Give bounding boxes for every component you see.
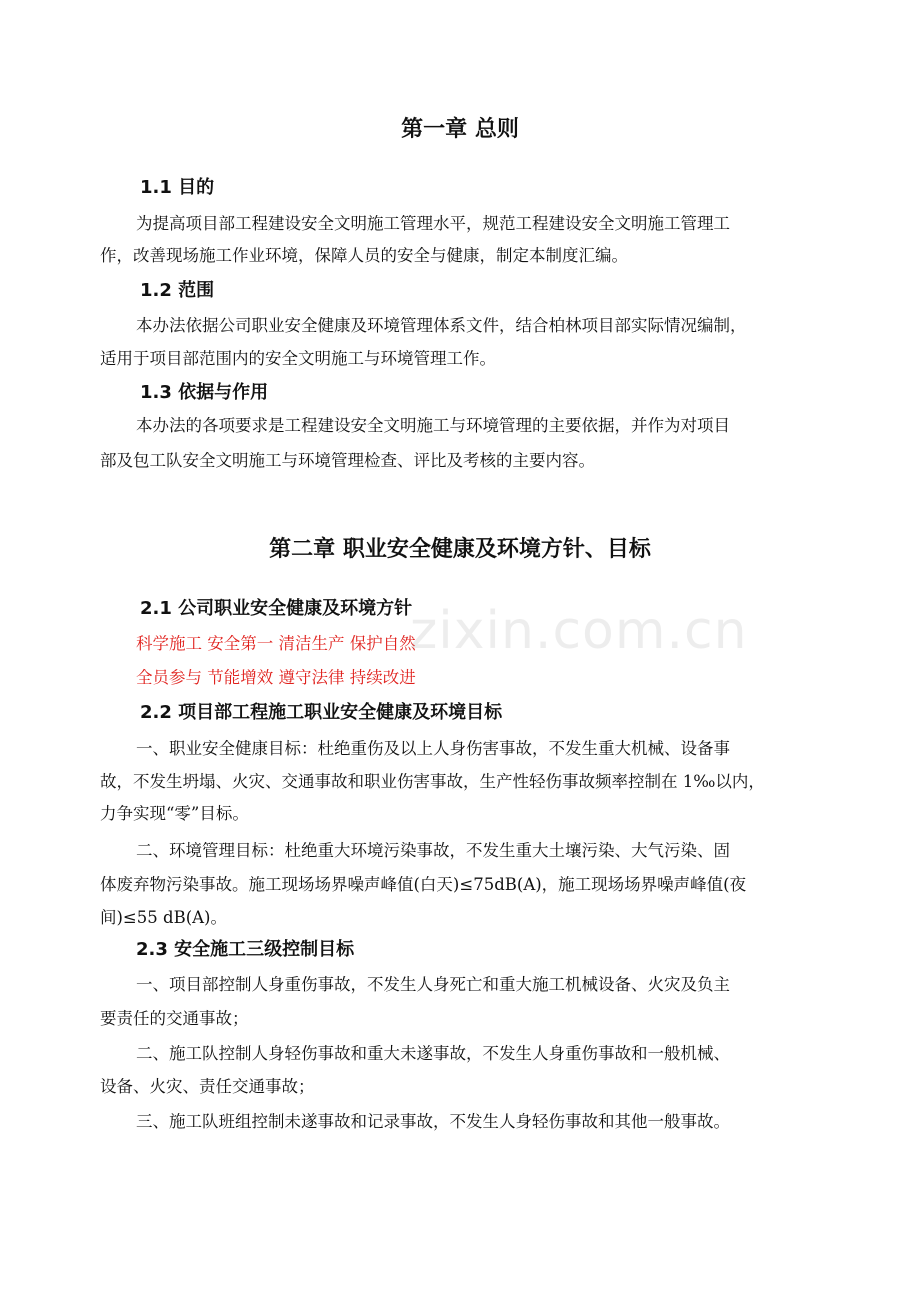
paragraph-line: 设备、火灾、责任交通事故； bbox=[100, 1077, 315, 1096]
watermark: zixin.com.cn bbox=[410, 601, 748, 661]
paragraph-line: 一、项目部控制人身重伤事故，不发生人身死亡和重大施工机械设备、火灾及负主 bbox=[136, 975, 730, 994]
paragraph-line: 二、施工队控制人身轻伤事故和重大未遂事故，不发生人身重伤事故和一般机械、 bbox=[136, 1044, 730, 1063]
paragraph-line: 适用于项目部范围内的安全文明施工与环境管理工作。 bbox=[100, 349, 496, 368]
section-2-1-heading: 2.1 公司职业安全健康及环境方针 bbox=[140, 598, 413, 619]
paragraph-line: 间)≤55 dB(A)。 bbox=[100, 908, 227, 927]
paragraph-line: 要责任的交通事故； bbox=[100, 1009, 249, 1028]
section-1-1-heading: 1.1 目的 bbox=[140, 177, 215, 198]
paragraph-line: 力争实现“零”目标。 bbox=[100, 804, 249, 823]
paragraph-line: 二、环境管理目标：杜绝重大环境污染事故，不发生重大土壤污染、大气污染、固 bbox=[136, 841, 730, 860]
chapter-2-title: 第二章 职业安全健康及环境方针、目标 bbox=[269, 537, 651, 562]
paragraph-line: 一、职业安全健康目标：杜绝重伤及以上人身伤害事故，不发生重大机械、设备事 bbox=[136, 739, 730, 758]
section-1-3-heading: 1.3 依据与作用 bbox=[140, 382, 269, 403]
section-2-2-heading: 2.2 项目部工程施工职业安全健康及环境目标 bbox=[140, 702, 503, 723]
paragraph-line: 本办法依据公司职业安全健康及环境管理体系文件，结合柏林项目部实际情况编制， bbox=[136, 316, 747, 335]
section-2-3-heading: 2.3 安全施工三级控制目标 bbox=[136, 939, 355, 960]
paragraph-line: 体废弃物污染事故。施工现场场界噪声峰值(白天)≤75dB(A)，施工现场场界噪声峰值(夜 bbox=[100, 875, 747, 894]
paragraph-line: 本办法的各项要求是工程建设安全文明施工与环境管理的主要依据，并作为对项目 bbox=[136, 416, 730, 435]
paragraph-line: 故，不发生坍塌、火灾、交通事故和职业伤害事故，生产性轻伤事故频率控制在 1‰以内， bbox=[100, 772, 765, 791]
chapter-1-title: 第一章 总则 bbox=[401, 117, 519, 142]
paragraph-line: 作，改善现场施工作业环境，保障人员的安全与健康，制定本制度汇编。 bbox=[100, 246, 628, 265]
section-1-2-heading: 1.2 范围 bbox=[140, 280, 215, 301]
policy-line: 全员参与 节能增效 遵守法律 持续改进 bbox=[136, 668, 416, 687]
paragraph-line: 部及包工队安全文明施工与环境管理检查、评比及考核的主要内容。 bbox=[100, 451, 595, 470]
paragraph-line: 为提高项目部工程建设安全文明施工管理水平，规范工程建设安全文明施工管理工 bbox=[136, 214, 730, 233]
paragraph-line: 三、施工队班组控制未遂事故和记录事故，不发生人身轻伤事故和其他一般事故。 bbox=[136, 1112, 730, 1131]
policy-line: 科学施工 安全第一 清洁生产 保护自然 bbox=[136, 634, 416, 653]
